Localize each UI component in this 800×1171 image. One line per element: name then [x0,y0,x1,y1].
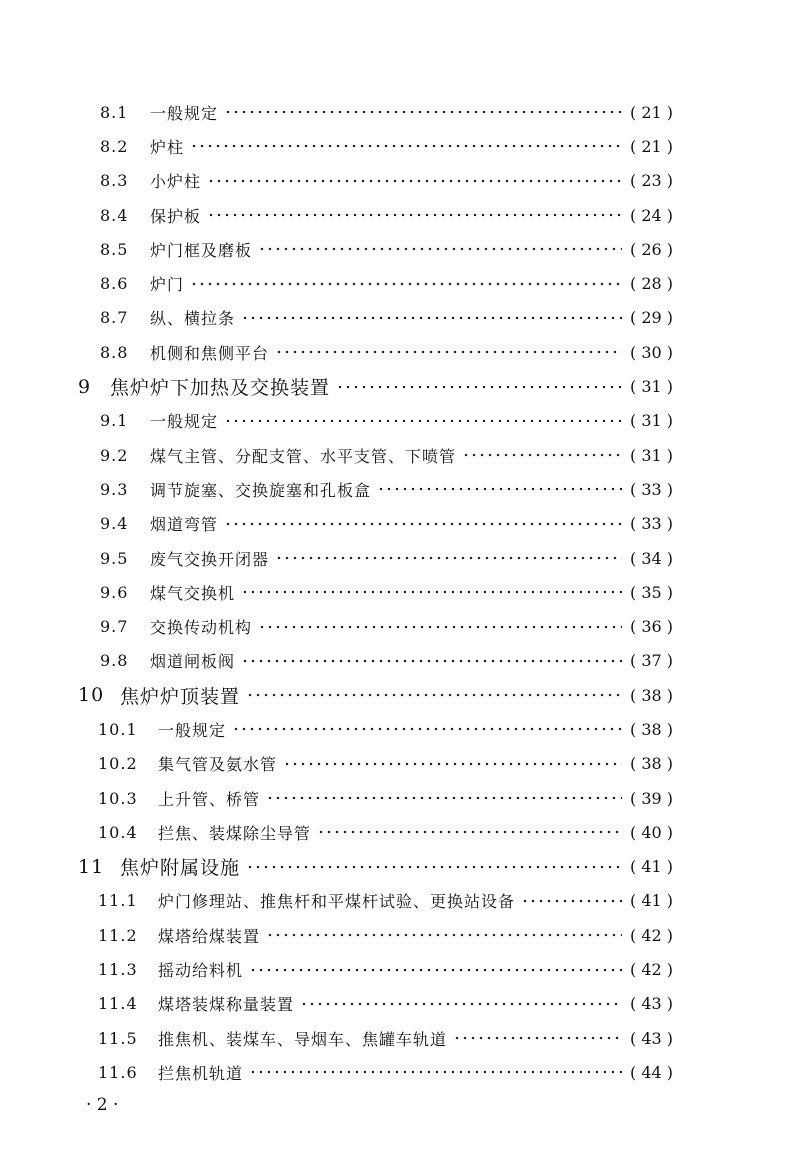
dot-leader [190,274,622,294]
toc-entry-page: ( 41 ) [630,891,674,911]
toc-entry-title: 机侧和焦侧平台 [150,343,270,363]
toc-entry-number: 11.4 [98,994,138,1014]
toc-section-entry[interactable] [0,712,718,746]
toc-entry-title: 纵、横拉条 [150,309,236,329]
toc-entry-page: ( 43 ) [630,994,674,1014]
toc-entry-title: 烟道闸板阀 [150,652,236,672]
toc-section-entry[interactable] [0,198,718,232]
toc-entry-page: ( 44 ) [630,1062,674,1082]
toc-entry-page: ( 31 ) [630,377,674,397]
dot-leader [224,102,622,122]
dot-leader [266,925,622,945]
toc-section-entry[interactable] [0,472,718,506]
toc-entry-page: ( 38 ) [630,719,674,739]
toc-entry-number: 9.7 [100,617,129,637]
toc-entry-number: 11 [78,855,105,878]
dot-leader [377,479,622,499]
dot-leader [241,308,622,328]
dot-leader [207,205,622,225]
toc-section-entry[interactable] [0,952,718,986]
dot-leader [275,548,622,568]
toc-entry-number: 10.3 [98,788,138,808]
toc-entry-page: ( 24 ) [630,205,674,225]
toc-entry-title: 废气交换开闭器 [150,549,270,569]
toc-section-entry[interactable] [0,266,718,300]
toc-entry-number: 9.6 [100,582,129,602]
toc-section-entry[interactable] [0,404,718,438]
toc-entry-title: 炉门框及磨板 [150,240,253,260]
toc-entry-number: 8.5 [100,239,129,259]
toc-entry-number: 10.4 [98,822,138,842]
toc-entry-title: 摇动给料机 [158,961,244,981]
toc-entry-title: 焦炉附属设施 [120,857,241,880]
toc-section-entry[interactable] [0,987,718,1021]
toc-entry-title: 煤气主管、分配支管、水平支管、下喷管 [150,446,457,466]
toc-entry-number: 10.2 [98,754,138,774]
toc-entry-page: ( 30 ) [630,342,674,362]
page-number: · 2 · [86,1095,119,1115]
dot-leader [246,685,622,705]
toc-entry-page: ( 23 ) [630,171,674,191]
toc-entry-page: ( 38 ) [630,685,674,705]
toc-entry-title: 焦炉炉顶装置 [120,685,241,708]
toc-entry-page: ( 35 ) [630,582,674,602]
dot-leader [258,239,622,259]
toc-chapter-entry[interactable] [0,678,718,712]
toc-entry-title: 交换传动机构 [150,618,253,638]
toc-section-entry[interactable] [0,1055,718,1089]
dot-leader [453,1028,622,1048]
toc-entry-title: 煤塔装煤称量装置 [158,995,295,1015]
toc-entry-number: 11.5 [98,1028,138,1048]
dot-leader [317,822,622,842]
toc-entry-page: ( 31 ) [630,411,674,431]
toc-section-entry[interactable] [0,884,718,918]
toc-entry-title: 调节旋塞、交换旋塞和孔板盒 [150,480,372,500]
toc-entry-number: 8.2 [100,136,129,156]
toc-entry-page: ( 21 ) [630,102,674,122]
toc-entry-page: ( 33 ) [630,479,674,499]
toc-section-entry[interactable] [0,781,718,815]
dot-leader [241,651,622,671]
toc-entry-page: ( 31 ) [630,445,674,465]
dot-leader [224,514,622,534]
toc-section-entry[interactable] [0,918,718,952]
dot-leader [462,445,622,465]
toc-entry-page: ( 37 ) [630,651,674,671]
toc-section-entry[interactable] [0,335,718,369]
toc-entry-number: 11.3 [98,960,138,980]
toc-section-entry[interactable] [0,541,718,575]
toc-section-entry[interactable] [0,232,718,266]
dot-leader [246,857,622,877]
toc-entry-title: 集气管及氨水管 [158,755,278,775]
toc-entry-page: ( 39 ) [630,788,674,808]
toc-entry-title: 炉柱 [150,137,185,157]
toc-entry-title: 拦焦机轨道 [158,1063,244,1083]
toc-entry-number: 8.8 [100,342,129,362]
toc-entry-title: 小炉柱 [150,172,202,192]
toc-chapter-entry[interactable] [0,850,718,884]
dot-leader [283,754,622,774]
toc-entry-page: ( 38 ) [630,754,674,774]
toc-chapter-entry[interactable] [0,369,718,403]
toc-entry-number: 8.4 [100,205,129,225]
dot-leader [190,136,622,156]
dot-leader [521,891,622,911]
toc-entry-number: 10 [78,684,105,707]
toc-entry-number: 9.2 [100,445,129,465]
toc-entry-title: 一般规定 [158,720,227,740]
toc-entry-number: 9.8 [100,651,129,671]
toc-entry-number: 8.1 [100,102,129,122]
toc-entry-page: ( 42 ) [630,960,674,980]
toc-entry-page: ( 42 ) [630,925,674,945]
toc-entry-title: 炉门 [150,275,185,295]
toc-entry-page: ( 40 ) [630,822,674,842]
dot-leader [266,788,622,808]
dot-leader [249,1062,622,1082]
toc-entry-title: 推焦机、装煤车、导烟车、焦罐车轨道 [158,1029,448,1049]
toc-section-entry[interactable] [0,129,718,163]
toc-entry-number: 9.1 [100,411,129,431]
toc-entry-page: ( 29 ) [630,308,674,328]
toc-entry-title: 上升管、桥管 [158,789,261,809]
toc-section-entry[interactable] [0,438,718,472]
toc-entry-title: 烟道弯管 [150,515,219,535]
toc-entry-title: 炉门修理站、推焦杆和平煤杆试验、更换站设备 [158,892,516,912]
toc-entry-page: ( 34 ) [630,548,674,568]
toc-section-entry[interactable] [0,609,718,643]
toc-section-entry[interactable] [0,644,718,678]
dot-leader [232,719,622,739]
dot-leader [249,960,622,980]
toc-entry-title: 拦焦、装煤除尘导管 [158,823,312,843]
toc-entry-title: 一般规定 [150,103,219,123]
dot-leader [207,171,622,191]
toc-entry-page: ( 36 ) [630,617,674,637]
toc-entry-title: 焦炉炉下加热及交换装置 [110,377,331,400]
toc-entry-page: ( 41 ) [630,857,674,877]
toc-entry-page: ( 43 ) [630,1028,674,1048]
toc-entry-title: 保护板 [150,206,202,226]
toc-section-entry[interactable] [0,575,718,609]
toc-entry-page: ( 33 ) [630,514,674,534]
toc-entry-title: 煤塔给煤装置 [158,926,261,946]
toc-entry-number: 8.6 [100,274,129,294]
toc-entry-number: 9.4 [100,514,129,534]
toc-section-entry[interactable] [0,747,718,781]
toc-entry-number: 11.1 [98,891,138,911]
toc-entry-title: 煤气交换机 [150,583,236,603]
toc-entry-page: ( 21 ) [630,136,674,156]
toc-entry-title: 一般规定 [150,412,219,432]
toc-entry-number: 8.7 [100,308,129,328]
toc-section-entry[interactable] [0,1021,718,1055]
toc-entry-number: 11.6 [98,1062,138,1082]
toc-section-entry[interactable] [0,164,718,198]
dot-leader [241,582,622,602]
table-of-contents [0,95,800,1090]
toc-section-entry[interactable] [0,815,718,849]
toc-entry-number: 10.1 [98,719,138,739]
dot-leader [224,411,622,431]
toc-section-entry[interactable] [0,507,718,541]
toc-entry-number: 9 [78,375,92,398]
toc-entry-page: ( 28 ) [630,274,674,294]
toc-entry-number: 11.2 [98,925,138,945]
toc-entry-number: 9.5 [100,548,129,568]
toc-entry-number: 8.3 [100,171,129,191]
toc-section-entry[interactable] [0,95,718,129]
toc-entry-number: 9.3 [100,479,129,499]
dot-leader [258,617,622,637]
toc-section-entry[interactable] [0,301,718,335]
dot-leader [336,377,622,397]
dot-leader [275,342,622,362]
toc-entry-page: ( 26 ) [630,239,674,259]
dot-leader [300,994,622,1014]
